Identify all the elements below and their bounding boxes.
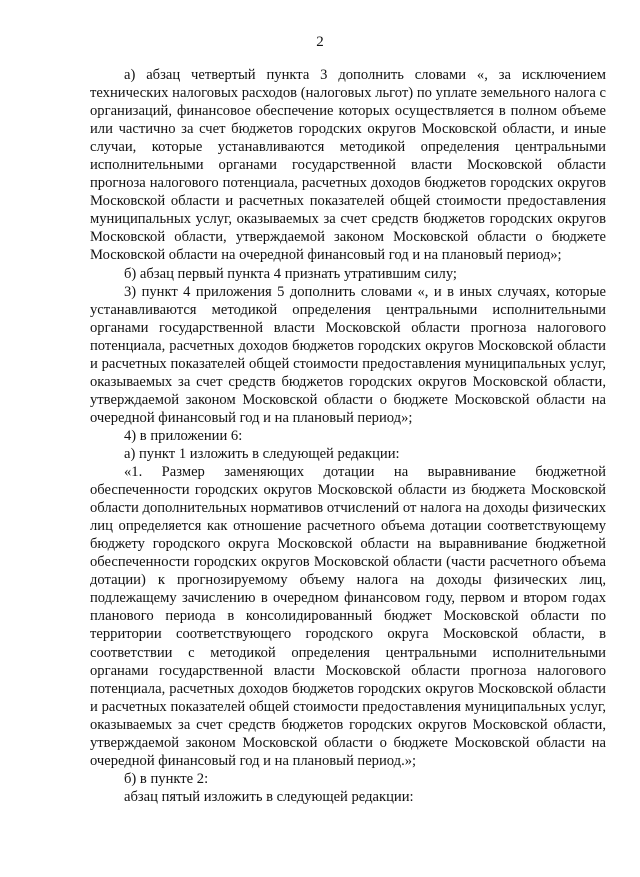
paragraph-amendment-3-appendix-5: 3) пункт 4 приложения 5 дополнить словами «, и в иных случаях, которые устанавливаются методикой определения центральными исполнительными органами государственной власти Московской области прогноза налогового потенциала, расчетных доходов бюджетов городских округов Московской области и расчетных показателей общей стоимости предоставления муниципальных услуг, оказываемых за счет средств бюджетов городских округов Московской области, утверждаемой законом Московской области о бюджете Московской области на очередной финансовый год и на плановый период»; (90, 283, 606, 426)
paragraph-amendment-b-item-2: б) в пункте 2: (124, 770, 209, 787)
paragraph-amendment-4-appendix-6: 4) в приложении 6: (124, 427, 243, 444)
paragraph-amendment-a-item-1: а) пункт 1 изложить в следующей редакции: (124, 445, 400, 462)
paragraph-fifth-abzac: абзац пятый изложить в следующей редакции: (124, 788, 414, 805)
document-body (90, 66, 606, 806)
paragraph-new-item-1-text: «1. Размер заменяющих дотации на выравнивание бюджетной обеспеченности городских округов Московской области из бюджета Московской области дополнительных нормативов отчислений от налога на доходы физических лиц определяется как отношение расчетного объема дотации соответствующему бюджету городского округа Московской области на выравнивание бюджетной обеспеченности городских округов Московской области (части расчетного объема дотации) к прогнозируемому объему налога на доходы физических лиц, подлежащему зачислению в очередном финансовом году, первом и втором годах планового периода в консолидированный бюджет Московской области по территории соответствующего городского округа Московской области, в соответствии с методикой определения центральными исполнительными органами государственной власти Московской области прогноза налогового потенциала, расчетных доходов бюджетов городских округов Московской области и расчетных показателей общей стоимости предоставления муниципальных услуг, оказываемых за счет средств бюджетов городских округов Московской области, утверждаемой законом Московской области о бюджете Московской области на очередной финансовый год и на плановый период.»; (90, 464, 606, 769)
page-number: 2 (316, 34, 324, 50)
paragraph-amendment-a-clause-3: а) абзац четвертый пункта 3 дополнить словами «, за исключением технических налоговых расходов (налоговых льгот) по уплате земельного налога с организаций, финансовое обеспечение которых осуществляется в полном объеме или частично за счет бюджетов городских округов Московской области, и иные случаи, которые устанавливаются методикой определения центральными исполнительными органами государственной власти Московской области прогноза налогового потенциала, расчетных доходов бюджетов городских округов Московской области и расчетных показателей общей стоимости предоставления муниципальных услуг, оказываемых за счет средств бюджетов городских округов Московской области, утверждаемой законом Московской области о бюджете Московской области на очередной финансовый год и на плановый период»; (90, 67, 606, 264)
paragraph-amendment-b-clause-4: б) абзац первый пункта 4 признать утратившим силу; (124, 265, 457, 282)
